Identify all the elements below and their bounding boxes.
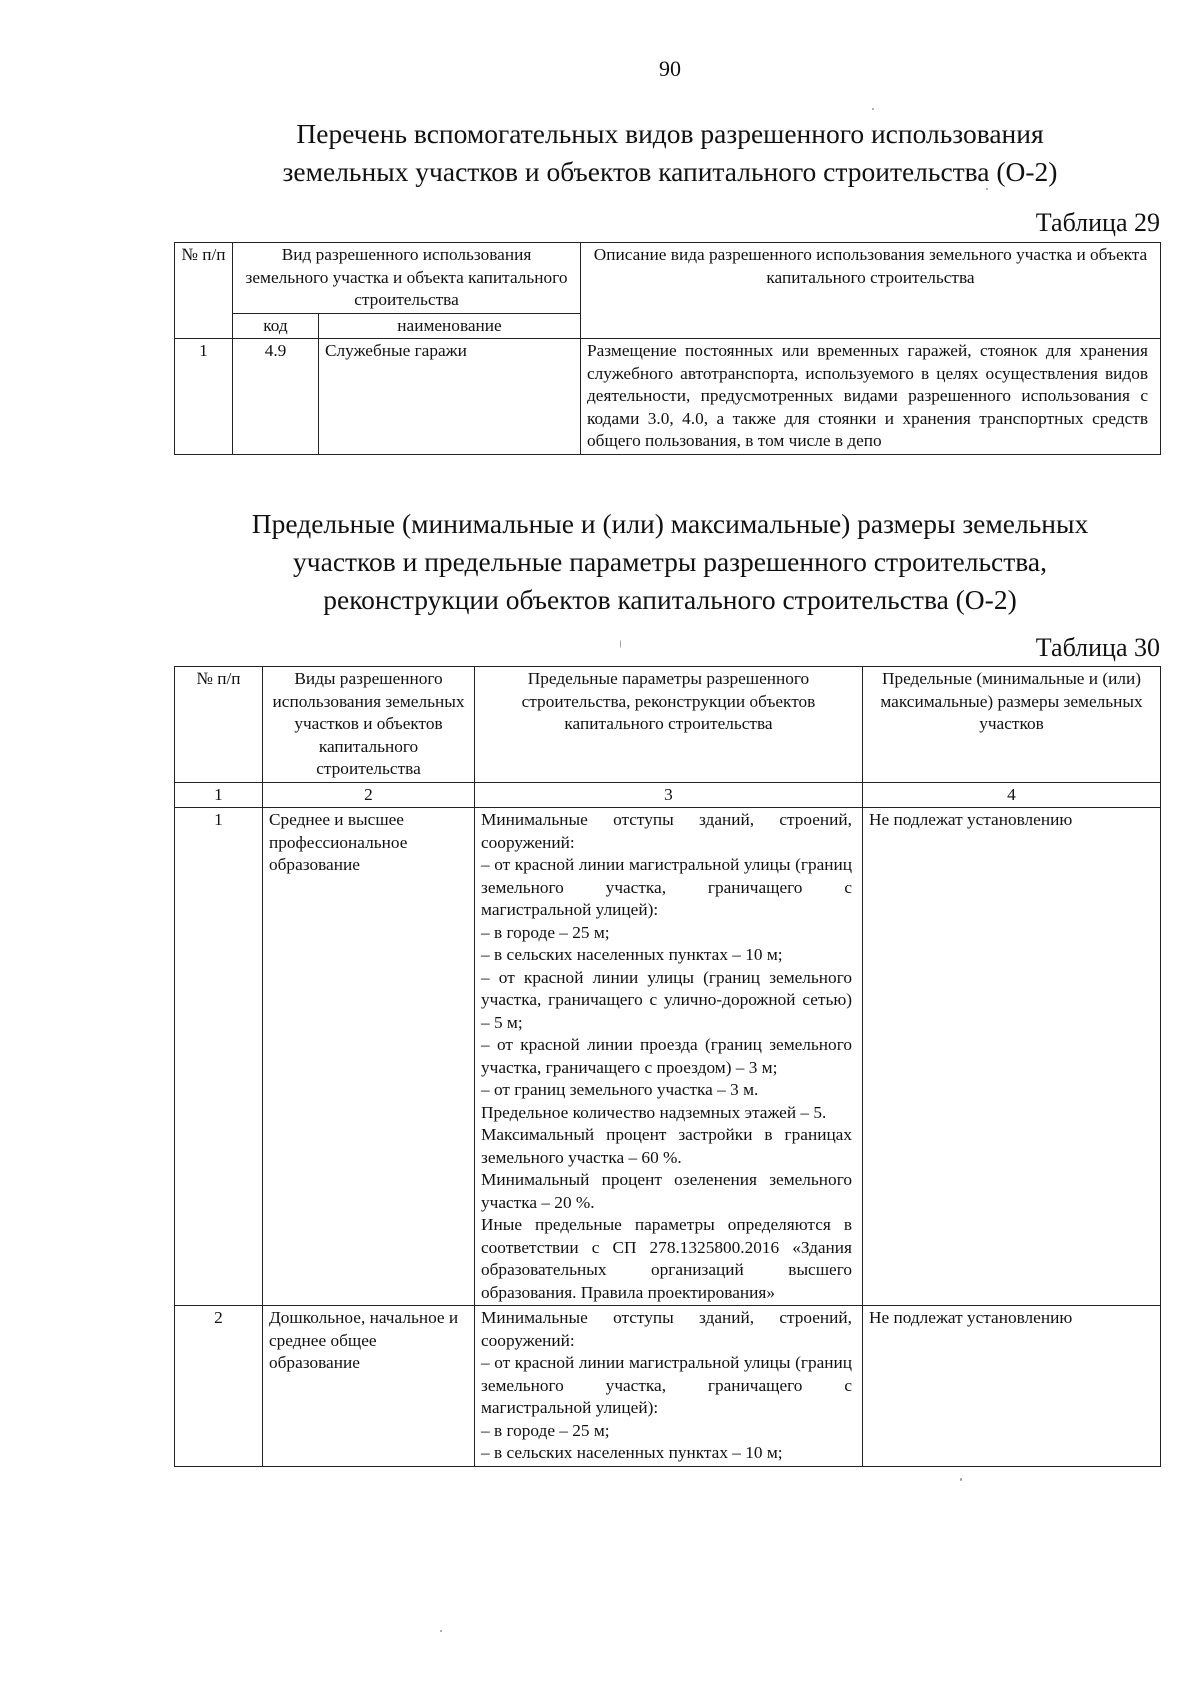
- header-params: Предельные параметры разрешенного строительства, реконструкции объектов капитального строительства: [475, 667, 863, 783]
- heading-line: реконструкции объектов капитального строительства (О-2): [323, 584, 1017, 615]
- row-num: 1: [175, 339, 233, 455]
- row-use-type: Среднее и высшее профессиональное образование: [263, 808, 475, 1306]
- header-code: код: [233, 313, 319, 339]
- row-num: 2: [175, 1306, 263, 1467]
- column-number: 1: [175, 782, 263, 808]
- column-number-row: [175, 782, 1161, 808]
- row-sizes: Не подлежат установлению: [863, 1306, 1161, 1467]
- table-row: [175, 808, 1161, 1306]
- param-line: – от красной линии магистральной улицы (границ земельного участка, граничащего с магистральной улицей):: [481, 855, 852, 919]
- row-code: 4.9: [233, 339, 319, 455]
- heading-line: участков и предельные параметры разрешенного строительства,: [293, 546, 1047, 577]
- param-line: – в городе – 25 м;: [481, 922, 610, 942]
- scan-speck: [986, 188, 988, 190]
- header-name: наименование: [319, 313, 581, 339]
- param-line: – в сельских населенных пунктах – 10 м;: [481, 1443, 783, 1462]
- param-line: – в сельских населенных пунктах – 10 м;: [481, 945, 783, 964]
- heading-limit-parameters: [0, 505, 1200, 619]
- row-params: [475, 1306, 863, 1467]
- param-line: – от красной линии проезда (границ земельного участка, граничащего с проездом) – 3 м;: [481, 1035, 852, 1077]
- header-num: № п/п: [175, 667, 263, 783]
- column-number: 2: [263, 782, 475, 808]
- table-30: [174, 666, 1161, 1467]
- heading-line: земельных участков и объектов капитального строительства (О-2): [282, 156, 1058, 187]
- heading-line: Перечень вспомогательных видов разрешенного использования: [296, 118, 1044, 149]
- header-description: Описание вида разрешенного использования земельного участка и объекта капитального строительства: [581, 243, 1161, 339]
- table-29-caption: Таблица 29: [1035, 208, 1160, 237]
- table-row: [175, 1306, 1161, 1467]
- header-use-type: Вид разрешенного использования земельного участка и объекта капитального строительства: [233, 243, 581, 314]
- heading-auxiliary-uses: [0, 115, 1200, 191]
- table-30-caption: Таблица 30: [1035, 633, 1160, 662]
- scan-speck: [960, 1478, 962, 1481]
- header-use-types: Виды разрешенного использования земельных участков и объектов капитального строительства: [263, 667, 475, 783]
- param-line: Минимальный процент озеленения земельного участка – 20 %.: [481, 1170, 852, 1212]
- param-line: Иные предельные параметры определяются в соответствии с СП 278.1325800.2016 «Здания образовательных организаций высшего образования. Правила проектирования»: [481, 1215, 852, 1302]
- row-description: Размещение постоянных или временных гаражей, стоянок для хранения служебного автотранспорта, используемого в целях осуществления видов деятельности, предусмотренных видами разрешенного использования с кодами 3.0, 4.0, а также для стоянки и хранения транспортных средств общего пользования, в том числе в депо: [581, 339, 1161, 455]
- heading-line: Предельные (минимальные и (или) максимальные) размеры земельных: [251, 508, 1089, 539]
- row-name: Служебные гаражи: [319, 339, 581, 455]
- row-sizes: Не подлежат установлению: [863, 808, 1161, 1306]
- row-num: 1: [175, 808, 263, 1306]
- row-params: [475, 808, 863, 1306]
- param-line: – от красной линии улицы (границ земельного участка, граничащего с улично-дорожной сетью) – 5 м;: [481, 967, 852, 1032]
- param-line: Максимальный процент застройки в границах земельного участка – 60 %.: [481, 1125, 852, 1167]
- table-row: [175, 339, 1161, 455]
- table-29: [174, 242, 1161, 455]
- column-number: 4: [863, 782, 1161, 808]
- page-number: 90: [659, 56, 681, 81]
- header-sizes: Предельные (минимальные и (или) максимальные) размеры земельных участков: [863, 667, 1161, 783]
- param-line: – в городе – 25 м;: [481, 1420, 610, 1440]
- param-line: Предельное количество надземных этажей – 5.: [481, 1102, 827, 1122]
- param-line: – от границ земельного участка – 3 м.: [481, 1080, 759, 1099]
- scan-speck: [620, 640, 621, 648]
- row-use-type: Дошкольное, начальное и среднее общее образование: [263, 1306, 475, 1467]
- scan-speck: [440, 1630, 442, 1632]
- param-line: – от красной линии магистральной улицы (границ земельного участка, граничащего с магистральной улицей):: [481, 1353, 852, 1417]
- scan-speck: [872, 108, 874, 110]
- column-number: 3: [475, 782, 863, 808]
- param-line: Минимальные отступы зданий, строений, сооружений:: [481, 810, 852, 852]
- header-num: № п/п: [175, 243, 233, 339]
- param-line: Минимальные отступы зданий, строений, сооружений:: [481, 1308, 852, 1350]
